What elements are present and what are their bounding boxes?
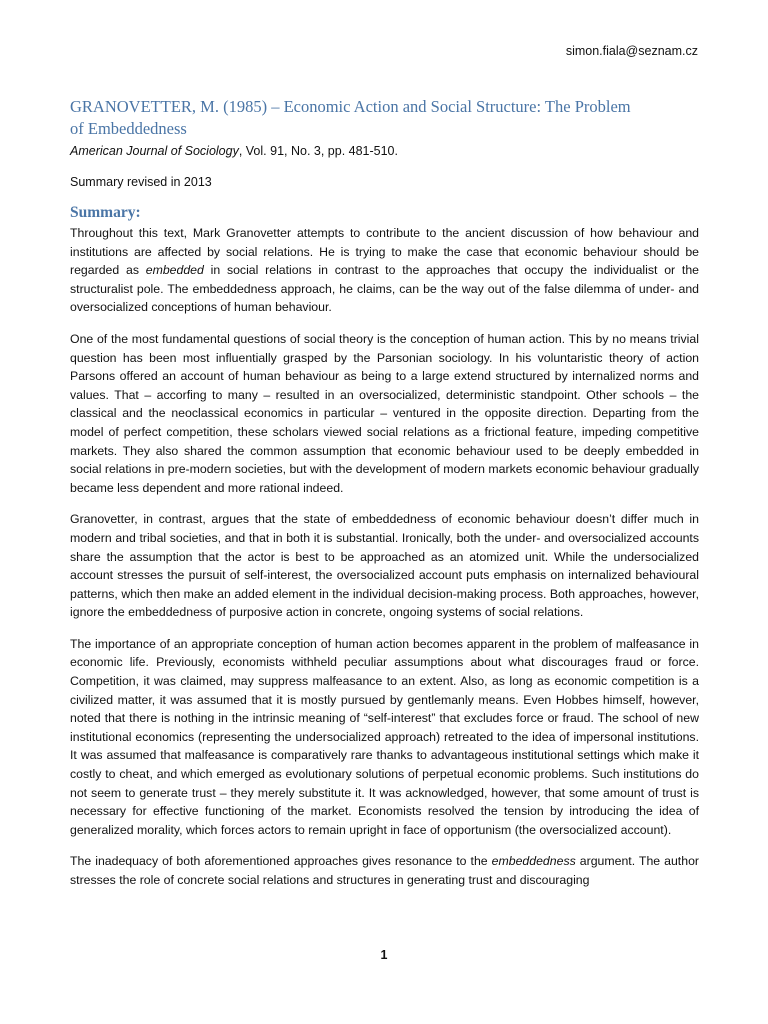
paragraph-1-text-b: in social relations in contrast to the approaches that occupy the individualist or the structuralist pole. The embeddedness approach, he claims, can be the way out of the false dilemma of under- and oversocialized conceptions of human behaviour. <box>70 263 699 315</box>
revision-note: Summary revised in 2013 <box>70 175 212 189</box>
document-title <box>70 96 710 140</box>
title-line-2: of Embeddedness <box>70 119 187 138</box>
citation <box>70 143 710 159</box>
paragraph-5-text-b: argument. The author stresses the role of concrete social relations and structures in generating trust and discouraging <box>70 854 699 887</box>
paragraph-5-emphasis: embeddedness <box>491 854 576 869</box>
paragraph-5 <box>70 852 699 889</box>
paragraph-1-text-a: Throughout this text, Mark Granovetter attempts to contribute to the ancient discussion of how behaviour and institutions are affected by social relations. He is trying to make the case that economic behaviour should be regarded as <box>70 226 699 278</box>
author-email: simon.fiala@seznam.cz <box>565 44 698 58</box>
paragraph-1-emphasis: embedded <box>145 263 204 278</box>
title-line-1: GRANOVETTER, M. (1985) – Economic Action and Social Structure: The Problem <box>70 97 631 116</box>
journal-name: American Journal of Sociology <box>70 144 239 158</box>
page-number: 1 <box>380 948 388 962</box>
paragraph-1 <box>70 224 699 317</box>
paragraph-5-text-a: The inadequacy of both aforementioned approaches gives resonance to the <box>70 854 492 869</box>
paragraph-2: One of the most fundamental questions of social theory is the conception of human action. This by no means trivial question has been most influentially grasped by the Parsonian sociology. In his voluntaristic theory of action Parsons offered an account of human behaviour as being to a large extend structured by internalized norms and values. That – accorfing to many – resulted in an oversocialized, deterministic standpoint. Other schools – the classical and the neoclassical economics in particular – ventured in the opposite direction. Departing from the model of perfect competition, these scholars viewed social relations as a frictional feature, impeding competitive markets. They also shared the common assumption that economic behaviour used to be deeply embedded in social relations in pre-modern societies, but with the development of modern markets economic behaviour gradually became less dependent and more rational indeed. <box>70 331 699 495</box>
summary-body <box>70 224 699 903</box>
paragraph-4: The importance of an appropriate conception of human action becomes apparent in the problem of malfeasance in economic life. Previously, economists withheld peculiar assumptions about what discourages fraud or force. Competition, it was claimed, may suppress malfeasance to an extent. Also, as long as economic competition is a civilized matter, it was assumed that it is mostly pursued by gentlemanly means. Even Hobbes himself, however, noted that there is nothing in the intrinsic meaning of “self-interest” that excludes force or fraud. The school of new institutional economics (representing the undersocialized approach) retreated to the idea of impersonal institutions. It was assumed that malfeasance is comparatively rare thanks to advantageous institutional settings which make it costly to cheat, and which emerged as evolutionary solutions of perpetual economic problems. Such institutions do not seem to generate trust – they merely substitute it. It was acknowledged, however, that some amount of trust is necessary for effective functioning of the market. Economists resolved the tension by introducing the idea of generalized morality, which forces actors to remain upright in face of opportunism (the oversocialized account). <box>70 636 699 837</box>
summary-heading: Summary: <box>70 204 141 221</box>
citation-details: , Vol. 91, No. 3, pp. 481-510. <box>238 144 398 158</box>
paragraph-3: Granovetter, in contrast, argues that the state of embeddedness of economic behaviour doesn’t differ much in modern and tribal societies, and that in both it is substantial. Ironically, both the under- and oversocialized accounts share the assumption that the actor is best to be approached as an atomized unit. While the undersocialized account stresses the pursuit of self-interest, the oversocialized account puts emphasis on internalized behavioural patterns, which then make an added element in the individual decision-making process. Both approaches, however, ignore the embeddedness of purposive action in concrete, ongoing systems of social relations. <box>70 512 699 620</box>
